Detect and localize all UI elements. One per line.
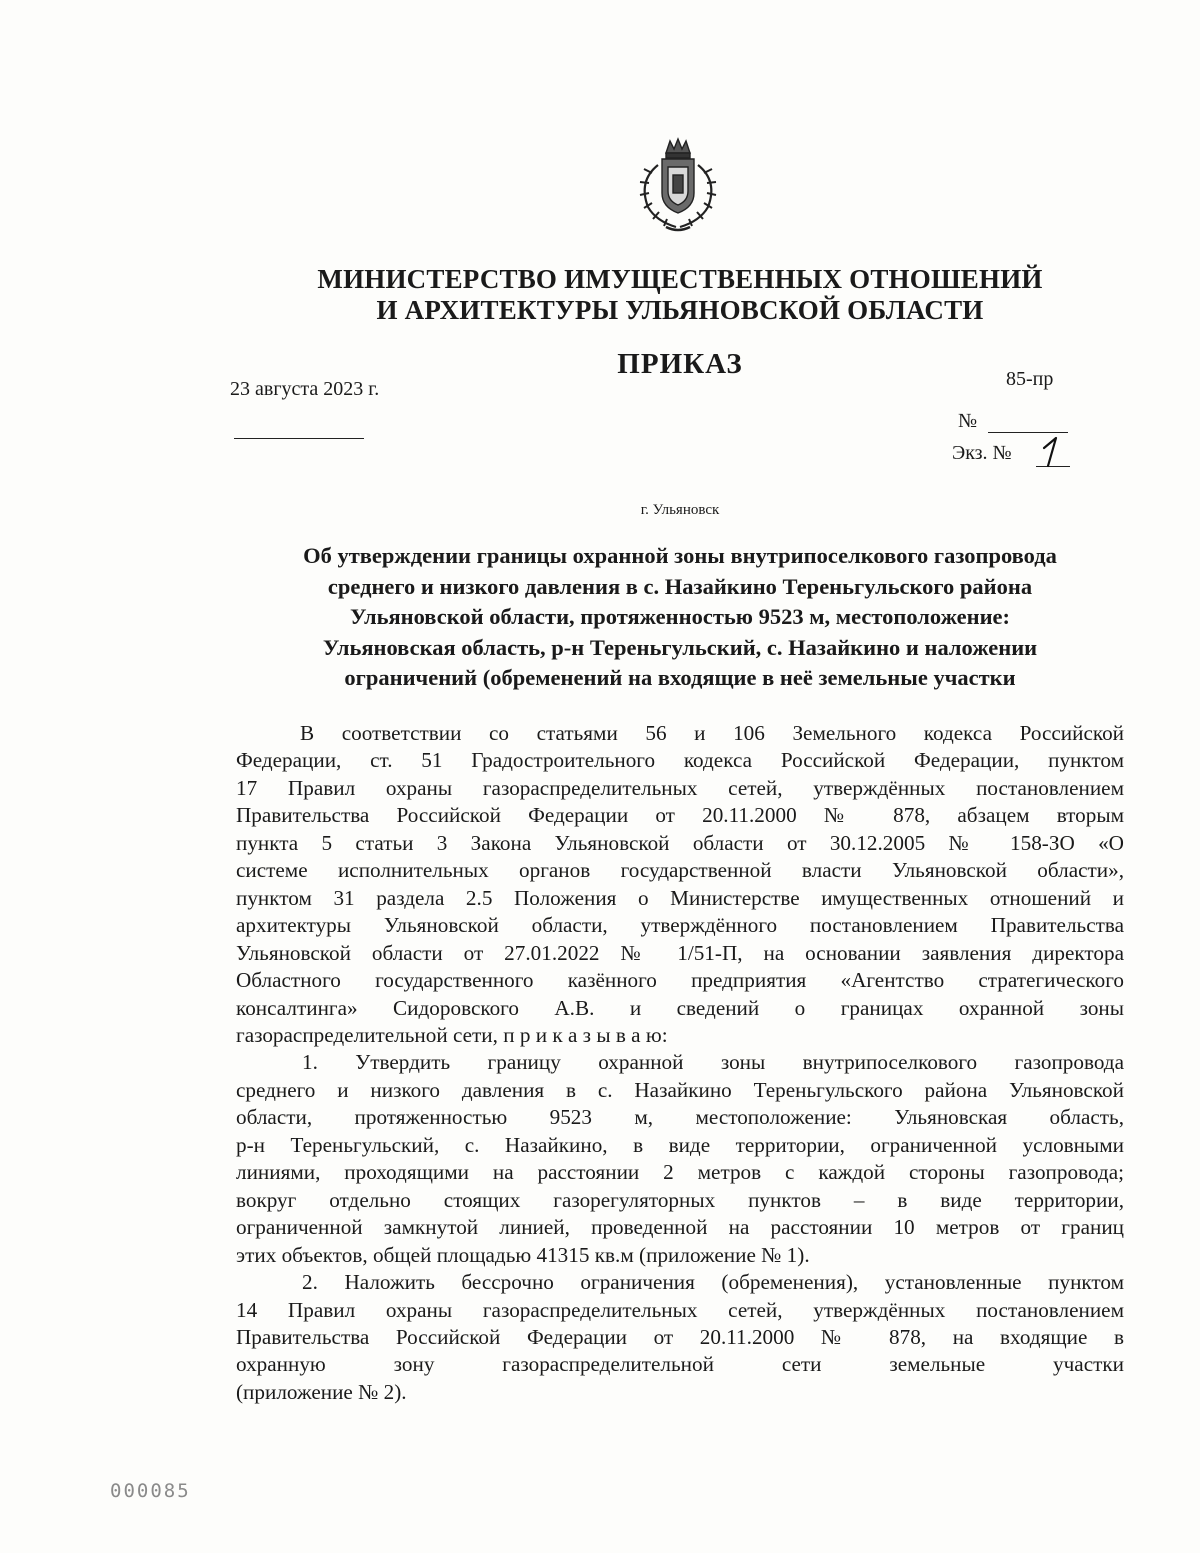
copy-label: Экз. № [952, 442, 1012, 464]
ministry-name-line2: И АРХИТЕКТУРЫ УЛЬЯНОВСКОЙ ОБЛАСТИ [376, 295, 984, 325]
subject-line: Об утверждении границы охранной зоны внутрипоселкового газопровода [303, 543, 1057, 568]
body-line: В соответствии со статьями 56 и 106 Земельного кодекса Российской [300, 721, 1124, 745]
body-line: системе исполнительных органов государственной власти Ульяновской области», [236, 858, 1124, 883]
body-line: этих объектов, общей площадью 41315 кв.м (приложение № 1). [236, 1242, 810, 1267]
body-line: Областного государственного казённого предприятия «Агентство стратегического [236, 968, 1124, 993]
body-line: 14 Правил охраны газораспределительных сетей, утверждённых постановлением [236, 1297, 1124, 1322]
order-body [236, 720, 1124, 1406]
body-line: пункта 5 статьи 3 Закона Ульяновской области от 30.12.2005 № 158-ЗО «О [236, 830, 1124, 855]
body-line: газораспределительной сети, п р и к а з ы в а ю: [236, 1022, 668, 1047]
body-line: области, протяженностью 9523 м, местоположение: Ульяновская область, [236, 1105, 1124, 1130]
subject-line: Ульяновская область, р-н Тереньгульский, с. Назайкино и наложении [322, 634, 1038, 660]
body-line: 1. Утвердить границу охранной зоны внутрипоселкового газопровода [302, 1050, 1124, 1075]
body-line: (приложение № 2). [236, 1379, 407, 1404]
body-line: консалтинга» Сидоровского А.В. и сведений о границах охранной зоны [236, 995, 1124, 1020]
subject-line: ограничений (обременений на входящие в неё земельные участки [344, 665, 1016, 690]
order-number: 85-пр [1006, 368, 1054, 390]
body-line: архитектуры Ульяновской области, утверждённого постановлением Правительства [236, 913, 1124, 938]
subject-line: Ульяновской области, протяженностью 9523 м, местоположение: [349, 604, 1011, 629]
body-line: р-н Тереньгульский, с. Назайкино, в виде территории, ограниченной условными [236, 1132, 1124, 1157]
subject-line: среднего и низкого давления в с. Назайкино Тереньгульского района [327, 573, 1033, 599]
body-line: линиями, проходящими на расстоянии 2 метров с каждой стороны газопровода; [236, 1160, 1124, 1185]
document-type: ПРИКАЗ [617, 348, 743, 380]
city: г. Ульяновск [640, 502, 720, 518]
body-line: среднего и низкого давления в с. Назайкино Тереньгульского района Ульяновской [236, 1077, 1124, 1102]
date-underline [234, 438, 364, 439]
body-line: Правительства Российской Федерации от 20.11.2000 № 878, абзацем вторым [236, 803, 1124, 828]
ministry-name-line1: МИНИСТЕРСТВО ИМУЩЕСТВЕННЫХ ОТНОШЕНИЙ [317, 264, 1043, 294]
handwritten-copy-number [1030, 432, 1070, 472]
body-line: охранную зону газораспределительной сети земельные участки [236, 1352, 1124, 1377]
coat-of-arms-icon [622, 135, 734, 235]
body-line: Ульяновской области от 27.01.2022 № 1/51-П, на основании заявления директора [236, 940, 1124, 965]
body-line: Федерации, ст. 51 Градостроительного кодекса Российской Федерации, пунктом [236, 748, 1124, 773]
body-line: вокруг отдельно стоящих газорегуляторных пунктов – в виде территории, [236, 1187, 1124, 1212]
body-line: Правительства Российской Федерации от 20.11.2000 № 878, на входящие в [236, 1324, 1124, 1349]
page-stamp-number: 000085 [110, 1480, 191, 1502]
body-line: 2. Наложить бессрочно ограничения (обременения), установленные пунктом [302, 1270, 1124, 1295]
order-subject [200, 541, 1160, 694]
body-line: 17 Правил охраны газораспределительных сетей, утверждённых постановлением [236, 775, 1124, 800]
body-line: ограниченной замкнутой линией, проведенной на расстоянии 10 метров от границ [236, 1215, 1124, 1240]
order-date: 23 августа 2023 г. [230, 378, 380, 400]
number-label: № [958, 410, 978, 432]
body-line: пунктом 31 раздела 2.5 Положения о Министерстве имущественных отношений и [236, 885, 1124, 910]
